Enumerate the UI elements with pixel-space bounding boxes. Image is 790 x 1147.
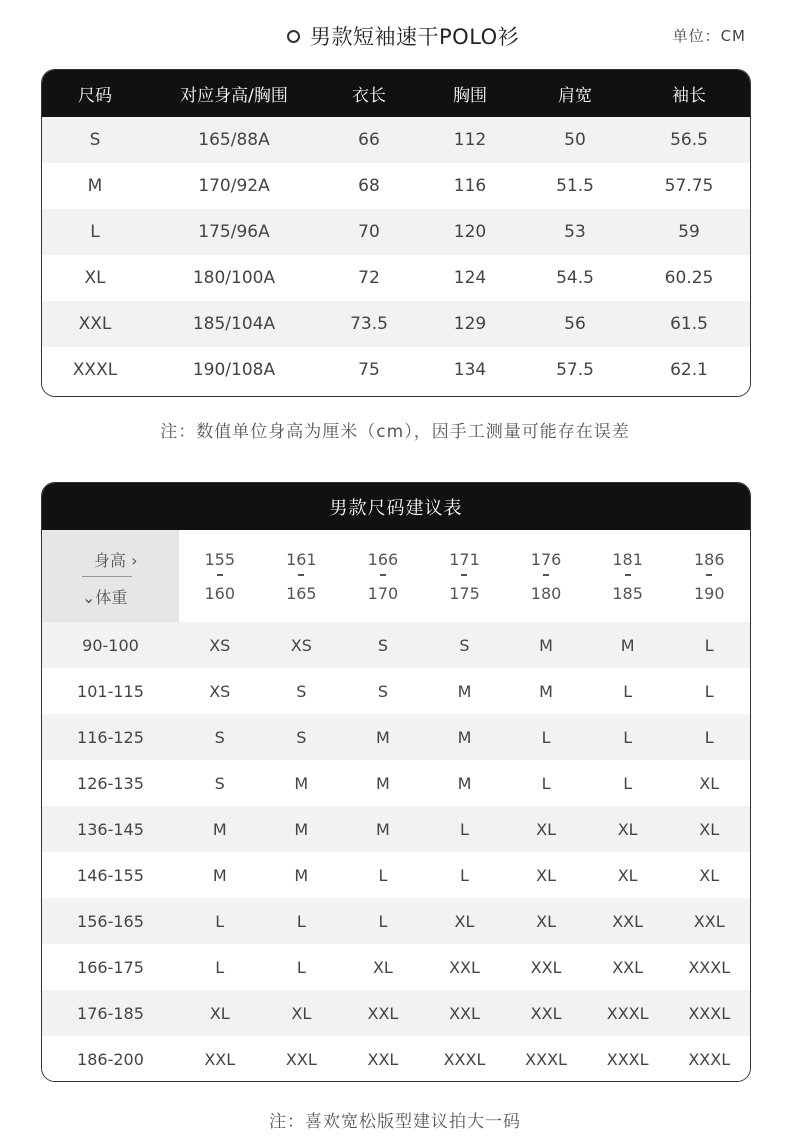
- range-dash: [543, 574, 549, 576]
- table-cell: 124: [453, 268, 487, 288]
- size-cell: XXXL: [443, 1049, 486, 1069]
- size-cell: XXL: [449, 957, 480, 977]
- size-cell: M: [294, 773, 309, 793]
- table-cell: 51.5: [556, 176, 594, 196]
- size-cell: L: [704, 681, 714, 701]
- range-dash: [298, 574, 304, 576]
- size-cell: XXL: [612, 957, 644, 977]
- col-header-size: 尺码: [78, 86, 112, 106]
- size-cell: M: [212, 819, 227, 839]
- weight-range-cell: 101-115: [77, 681, 144, 701]
- height-min: 181: [612, 550, 643, 569]
- height-max: 175: [449, 584, 480, 603]
- table-cell: XXL: [78, 314, 112, 334]
- weight-range-cell: 136-145: [77, 819, 144, 839]
- height-min: 161: [286, 550, 317, 569]
- size-cell: XS: [209, 635, 231, 655]
- table-cell: L: [90, 222, 100, 242]
- range-dash: [380, 574, 386, 576]
- table-cell: 116: [453, 176, 487, 196]
- table-cell: 57.75: [664, 176, 714, 196]
- size-cell: L: [215, 911, 225, 931]
- size-cell: M: [294, 865, 309, 885]
- size-cell: XL: [291, 1003, 312, 1023]
- size-cell: S: [214, 773, 225, 793]
- table-cell: 56.5: [670, 130, 708, 150]
- size-cell: XL: [617, 865, 638, 885]
- table-row: [42, 163, 750, 209]
- table-cell: 170/92A: [198, 176, 270, 196]
- weight-range-cell: 90-100: [82, 635, 139, 655]
- table-cell: XXXL: [72, 360, 118, 380]
- height-header-row: [42, 530, 750, 622]
- range-dash: [625, 574, 631, 576]
- table-cell: S: [89, 130, 101, 150]
- table-cell: 66: [358, 130, 380, 150]
- page-title: 男款短袖速干POLO衫: [310, 25, 520, 49]
- recommend-table-title: 男款尺码建议表: [42, 483, 750, 530]
- size-cell: XS: [290, 635, 312, 655]
- size-cell: S: [296, 681, 307, 701]
- height-min: 166: [367, 550, 399, 569]
- size-cell: XXL: [530, 1003, 562, 1023]
- size-cell: XXXL: [688, 1049, 731, 1069]
- size-cell: XL: [372, 957, 393, 977]
- table-cell: 50: [564, 130, 586, 150]
- size-cell: XXL: [367, 1049, 399, 1069]
- size-cell: XL: [536, 819, 556, 839]
- table-row: [42, 760, 750, 806]
- height-max: 190: [693, 584, 725, 603]
- size-cell: L: [296, 911, 306, 931]
- height-range-header: [342, 530, 424, 622]
- recommend-table: [41, 482, 751, 1082]
- height-range-header: [261, 530, 343, 622]
- table-row: [42, 944, 750, 990]
- table-cell: 72: [358, 268, 380, 288]
- page-header: [0, 18, 790, 54]
- table-row: [42, 990, 750, 1036]
- size-cell: XXXL: [606, 1049, 649, 1069]
- table-cell: 185/104A: [192, 314, 276, 334]
- size-cell: XL: [536, 911, 556, 931]
- size-cell: L: [460, 819, 469, 839]
- size-cell: XXL: [204, 1049, 236, 1069]
- table-cell: 60.25: [664, 268, 714, 288]
- size-table-header: [42, 70, 750, 117]
- table-cell: 68: [358, 176, 380, 196]
- table-cell: 59: [678, 222, 700, 242]
- table-row: [42, 714, 750, 760]
- size-cell: XXL: [449, 1003, 480, 1023]
- size-cell: L: [215, 957, 225, 977]
- size-cell: XXXL: [525, 1049, 567, 1069]
- size-cell: S: [214, 727, 225, 747]
- height-min: 155: [204, 550, 236, 569]
- table-row: [42, 255, 750, 301]
- height-min: 186: [693, 550, 725, 569]
- size-cell: L: [460, 865, 469, 885]
- height-max: 180: [530, 584, 562, 603]
- size-cell: M: [457, 773, 472, 793]
- weight-range-cell: 116-125: [77, 727, 144, 747]
- size-cell: XXXL: [688, 1003, 731, 1023]
- col-header-height-chest: 对应身高/胸围: [180, 86, 288, 106]
- size-cell: S: [296, 727, 307, 747]
- col-header-chest: 胸围: [453, 86, 487, 106]
- recommend-table-note: 注：喜欢宽松版型建议拍大一码: [269, 1112, 521, 1132]
- table-cell: 134: [453, 360, 487, 380]
- table-cell: 120: [453, 222, 487, 242]
- size-cell: L: [623, 727, 633, 747]
- size-cell: XL: [536, 865, 556, 885]
- size-cell: M: [620, 635, 635, 655]
- weight-range-cell: 176-185: [77, 1003, 144, 1023]
- table-row: [42, 347, 750, 393]
- size-cell: M: [539, 635, 553, 655]
- table-cell: 175/96A: [198, 222, 270, 242]
- size-cell: M: [376, 727, 390, 747]
- height-axis-label: 身高 ›: [94, 551, 138, 570]
- col-header-shoulder: 肩宽: [558, 86, 592, 106]
- size-cell: S: [377, 681, 388, 701]
- table-row: [42, 668, 750, 714]
- circle-icon: [287, 30, 300, 43]
- size-cell: L: [623, 681, 633, 701]
- size-cell: M: [212, 865, 227, 885]
- weight-range-cell: 166-175: [77, 957, 144, 977]
- height-min: 176: [530, 550, 562, 569]
- size-cell: L: [541, 773, 551, 793]
- size-cell: XL: [699, 865, 720, 885]
- table-cell: M: [87, 176, 103, 196]
- weight-range-cell: 126-135: [77, 773, 144, 793]
- size-cell: L: [623, 773, 633, 793]
- size-cell: XL: [699, 819, 720, 839]
- height-max: 170: [367, 584, 399, 603]
- size-cell: XXL: [693, 911, 725, 931]
- table-row: [42, 852, 750, 898]
- height-range-header: [424, 530, 506, 622]
- size-table-body: [42, 117, 750, 393]
- weight-range-cell: 146-155: [77, 865, 144, 885]
- table-cell: 180/100A: [192, 268, 276, 288]
- size-cell: L: [704, 635, 714, 655]
- size-cell: XS: [209, 681, 231, 701]
- table-row: [42, 117, 750, 163]
- weight-range-cell: 156-165: [77, 911, 144, 931]
- unit-label: 单位：CM: [672, 27, 746, 45]
- table-cell: 165/88A: [198, 130, 270, 150]
- col-header-sleeve: 袖长: [672, 86, 706, 106]
- size-cell: M: [294, 819, 309, 839]
- height-range-header: [505, 530, 587, 622]
- table-cell: XL: [84, 268, 106, 288]
- size-cell: XXL: [530, 957, 562, 977]
- table-cell: 56: [564, 314, 586, 334]
- height-range-header: [587, 530, 669, 622]
- size-cell: XL: [617, 819, 638, 839]
- table-row: [42, 898, 750, 944]
- table-cell: 190/108A: [192, 360, 276, 380]
- height-max: 165: [286, 584, 317, 603]
- size-cell: L: [704, 727, 714, 747]
- size-table: [41, 69, 751, 397]
- weight-range-cell: 186-200: [77, 1049, 144, 1069]
- table-cell: 61.5: [670, 314, 708, 334]
- weight-axis-label: ⌄体重: [82, 588, 128, 607]
- col-header-length: 衣长: [352, 86, 386, 106]
- size-cell: M: [457, 681, 472, 701]
- table-cell: 70: [358, 222, 380, 242]
- table-row: [42, 209, 750, 255]
- range-dash: [706, 574, 712, 576]
- size-cell: XL: [209, 1003, 230, 1023]
- size-cell: XXXL: [688, 957, 731, 977]
- recommend-table-body: [42, 622, 750, 1082]
- size-cell: XXXL: [606, 1003, 649, 1023]
- corner-cell: [42, 530, 179, 622]
- size-cell: L: [378, 911, 388, 931]
- table-cell: 62.1: [670, 360, 708, 380]
- table-row: [42, 301, 750, 347]
- size-table-note: 注：数值单位身高为厘米（cm），因手工测量可能存在误差: [160, 422, 630, 442]
- table-cell: 112: [453, 130, 487, 150]
- height-max: 160: [204, 584, 236, 603]
- range-dash: [461, 574, 467, 576]
- size-cell: XL: [454, 911, 475, 931]
- size-cell: XL: [699, 773, 720, 793]
- table-cell: 75: [358, 360, 380, 380]
- size-cell: M: [376, 773, 390, 793]
- height-range-header: [668, 530, 750, 622]
- table-cell: 129: [453, 314, 487, 334]
- size-cell: M: [457, 727, 472, 747]
- table-cell: 57.5: [556, 360, 594, 380]
- title-group: [287, 18, 519, 54]
- height-max: 185: [612, 584, 643, 603]
- size-cell: XXL: [367, 1003, 399, 1023]
- table-cell: 53: [564, 222, 586, 242]
- height-min: 171: [449, 550, 480, 569]
- range-dash: [217, 574, 223, 576]
- size-cell: S: [459, 635, 470, 655]
- size-cell: XXL: [612, 911, 644, 931]
- height-range-header: [179, 530, 261, 622]
- size-cell: XXL: [285, 1049, 317, 1069]
- corner-divider: [82, 576, 132, 577]
- size-cell: L: [378, 865, 388, 885]
- table-row: [42, 1036, 750, 1082]
- table-cell: 54.5: [556, 268, 594, 288]
- size-cell: M: [376, 819, 390, 839]
- size-cell: L: [296, 957, 306, 977]
- size-cell: L: [541, 727, 551, 747]
- size-cell: S: [377, 635, 388, 655]
- size-cell: M: [539, 681, 553, 701]
- table-cell: 73.5: [350, 314, 388, 334]
- table-row: [42, 806, 750, 852]
- table-row: [42, 622, 750, 668]
